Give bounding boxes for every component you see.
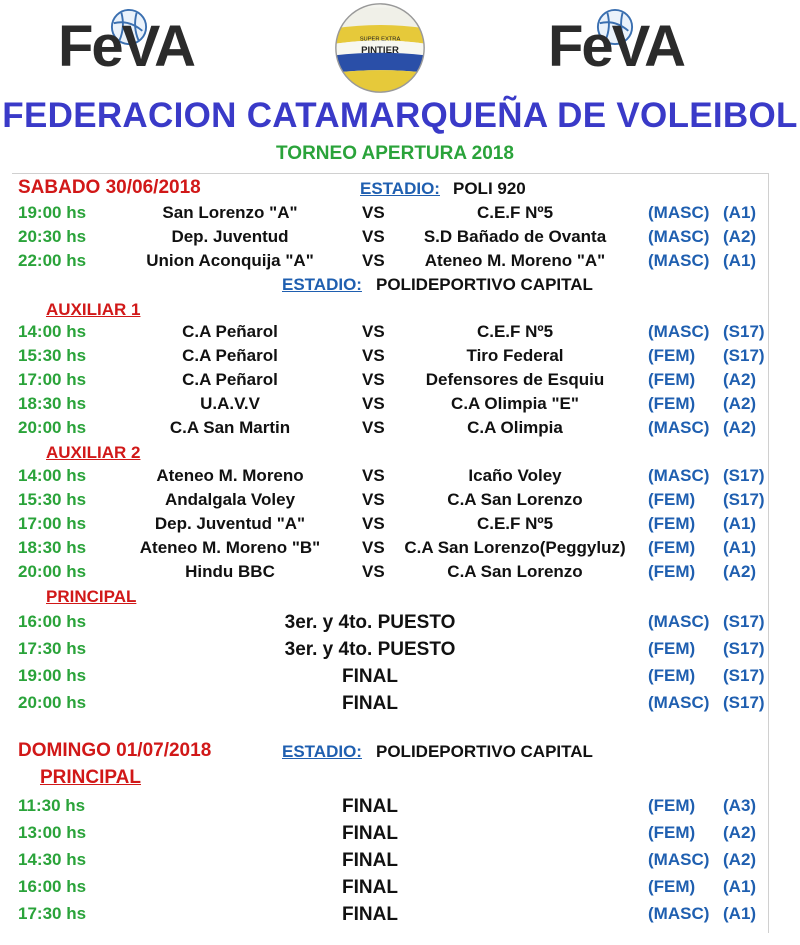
match-gender: (FEM) [648, 562, 696, 581]
section-auxiliar-2: AUXILIAR 2 [46, 443, 141, 462]
match-category: (A1) [723, 251, 757, 270]
match-category: (A2) [723, 227, 757, 246]
match-time: 16:00 hs [18, 612, 87, 631]
away-team: C.A San Lorenzo [447, 562, 583, 581]
home-team: C.A Peñarol [182, 322, 278, 341]
match-row [0, 322, 800, 344]
match-row [0, 227, 800, 249]
versus-label: VS [362, 370, 385, 389]
feva-logo-left [58, 8, 248, 78]
match-category: (A1) [723, 203, 757, 222]
logo-text: FeVA [58, 14, 194, 79]
match-time: 17:00 hs [18, 370, 87, 389]
venue-name: POLIDEPORTIVO CAPITAL [376, 742, 593, 761]
match-gender: (MASC) [648, 850, 710, 869]
home-team: Dep. Juventud [171, 227, 289, 246]
table-border-top [12, 173, 768, 174]
match-time: 20:00 hs [18, 418, 87, 437]
match-row [0, 693, 800, 715]
match-time: 20:30 hs [18, 227, 87, 246]
section-auxiliar-1: AUXILIAR 1 [46, 300, 141, 319]
match-time: 15:30 hs [18, 490, 87, 509]
match-time: 18:30 hs [18, 394, 87, 413]
match-time: 17:00 hs [18, 514, 87, 533]
ball-text: SUPER EXTRA [359, 36, 401, 43]
versus-label: VS [362, 514, 385, 533]
match-time: 11:30 hs [18, 796, 86, 815]
home-team: Hindu BBC [185, 562, 275, 581]
venue-label: ESTADIO: [360, 179, 440, 198]
match-category: (S17) [723, 466, 765, 485]
away-team: C.E.F Nº5 [476, 514, 554, 533]
day-label: SABADO 30/06/2018 [18, 177, 201, 198]
match-gender: (FEM) [648, 823, 696, 842]
match-time: 16:00 hs [18, 877, 87, 896]
match-row [0, 666, 800, 688]
match-gender: (FEM) [648, 538, 696, 557]
venue-label: ESTADIO: [282, 742, 362, 761]
match-category: (S17) [723, 639, 765, 658]
section-principal: PRINCIPAL [46, 587, 137, 606]
match-category: (S17) [723, 490, 765, 509]
match-row [0, 877, 800, 899]
home-team: San Lorenzo "A" [162, 203, 298, 222]
away-team: Icaño Voley [468, 466, 562, 485]
venue-label: ESTADIO: [282, 275, 362, 294]
match-time: 17:30 hs [18, 904, 87, 923]
away-team: S.D Bañado de Ovanta [423, 227, 607, 246]
versus-label: VS [362, 251, 385, 270]
match-gender: (MASC) [648, 466, 710, 485]
feva-logo-right [548, 8, 738, 78]
match-category: (A1) [723, 514, 757, 533]
match-gender: (MASC) [648, 251, 710, 270]
match-row [0, 251, 800, 273]
day-label: DOMINGO 01/07/2018 [18, 740, 212, 761]
match-row [0, 823, 800, 845]
page-title: FEDERACION CATAMARQUEÑA DE VOLEIBOL [2, 96, 798, 135]
match-description: 3er. y 4to. PUESTO [284, 639, 456, 660]
match-gender: (FEM) [648, 370, 696, 389]
match-category: (S17) [723, 322, 765, 341]
match-row [0, 203, 800, 225]
match-category: (A3) [723, 796, 757, 815]
match-row [0, 418, 800, 440]
away-team: C.E.F Nº5 [476, 322, 554, 341]
home-team: U.A.V.V [200, 394, 260, 413]
versus-label: VS [362, 418, 385, 437]
match-category: (A1) [723, 877, 757, 896]
versus-label: VS [362, 490, 385, 509]
away-team: C.A San Lorenzo [447, 490, 583, 509]
match-row [0, 538, 800, 560]
match-time: 14:00 hs [18, 322, 87, 341]
match-time: 20:00 hs [18, 693, 87, 712]
page-subtitle: TORNEO APERTURA 2018 [276, 143, 514, 164]
match-time: 14:00 hs [18, 466, 87, 485]
match-row [0, 466, 800, 488]
venue-name: POLI 920 [453, 179, 526, 198]
versus-label: VS [362, 466, 385, 485]
match-row [0, 904, 800, 926]
away-team: C.A Olimpia "E" [451, 394, 579, 413]
versus-label: VS [362, 538, 385, 557]
match-row [0, 346, 800, 368]
match-category: (S17) [723, 346, 765, 365]
match-row [0, 562, 800, 584]
match-category: (A2) [723, 394, 757, 413]
home-team: C.A San Martin [169, 418, 291, 437]
match-description: FINAL [342, 796, 398, 817]
match-category: (A2) [723, 823, 757, 842]
match-category: (S17) [723, 612, 765, 631]
match-gender: (FEM) [648, 877, 696, 896]
match-gender: (FEM) [648, 666, 696, 685]
home-team: C.A Peñarol [182, 346, 278, 365]
match-time: 19:00 hs [18, 203, 87, 222]
home-team: Union Aconquija "A" [146, 251, 314, 270]
match-description: FINAL [342, 877, 398, 898]
versus-label: VS [362, 394, 385, 413]
match-row [0, 394, 800, 416]
match-category: (A2) [723, 850, 757, 869]
match-row [0, 796, 800, 818]
match-time: 22:00 hs [18, 251, 87, 270]
match-time: 19:00 hs [18, 666, 87, 685]
match-category: (A2) [723, 370, 757, 389]
home-team: Andalgala Voley [164, 490, 296, 509]
away-team: C.E.F Nº5 [476, 203, 554, 222]
home-team: C.A Peñarol [182, 370, 278, 389]
home-team: Ateneo M. Moreno [156, 466, 304, 485]
home-team: Dep. Juventud "A" [154, 514, 306, 533]
match-category: (A2) [723, 562, 757, 581]
match-description: FINAL [342, 904, 398, 925]
match-gender: (MASC) [648, 203, 710, 222]
match-description: FINAL [342, 850, 398, 871]
match-category: (A1) [723, 538, 757, 557]
match-category: (A1) [723, 904, 757, 923]
match-description: FINAL [342, 693, 398, 714]
match-gender: (FEM) [648, 346, 696, 365]
match-row [0, 490, 800, 512]
match-gender: (FEM) [648, 796, 696, 815]
match-time: 20:00 hs [18, 562, 87, 581]
match-gender: (MASC) [648, 418, 710, 437]
match-row [0, 850, 800, 872]
ball-brand: PINTIER [361, 44, 399, 56]
match-time: 18:30 hs [18, 538, 87, 557]
away-team: Ateneo M. Moreno "A" [424, 251, 606, 270]
versus-label: VS [362, 562, 385, 581]
versus-label: VS [362, 322, 385, 341]
match-gender: (FEM) [648, 639, 696, 658]
section-principal: PRINCIPAL [40, 767, 141, 788]
away-team: Tiro Federal [466, 346, 564, 365]
venue-name: POLIDEPORTIVO CAPITAL [376, 275, 593, 294]
versus-label: VS [362, 346, 385, 365]
match-time: 14:30 hs [18, 850, 87, 869]
match-description: FINAL [342, 823, 398, 844]
versus-label: VS [362, 227, 385, 246]
match-description: 3er. y 4to. PUESTO [284, 612, 456, 633]
match-category: (A2) [723, 418, 757, 437]
match-gender: (MASC) [648, 227, 710, 246]
match-row [0, 612, 800, 634]
match-description: FINAL [342, 666, 398, 687]
match-gender: (MASC) [648, 612, 710, 631]
logo-text: FeVA [548, 14, 684, 79]
volleyball-ball-image [332, 0, 428, 96]
match-gender: (FEM) [648, 394, 696, 413]
match-gender: (MASC) [648, 322, 710, 341]
match-row [0, 639, 800, 661]
away-team: C.A San Lorenzo(Peggyluz) [404, 538, 626, 557]
home-team: Ateneo M. Moreno "B" [139, 538, 321, 557]
match-gender: (MASC) [648, 693, 710, 712]
match-row [0, 370, 800, 392]
match-gender: (FEM) [648, 490, 696, 509]
match-row [0, 514, 800, 536]
match-gender: (MASC) [648, 904, 710, 923]
match-time: 17:30 hs [18, 639, 87, 658]
versus-label: VS [362, 203, 385, 222]
away-team: Defensores de Esquiu [425, 370, 605, 389]
match-gender: (FEM) [648, 514, 696, 533]
match-time: 13:00 hs [18, 823, 87, 842]
match-time: 15:30 hs [18, 346, 87, 365]
away-team: C.A Olimpia [467, 418, 563, 437]
match-category: (S17) [723, 693, 765, 712]
match-category: (S17) [723, 666, 765, 685]
